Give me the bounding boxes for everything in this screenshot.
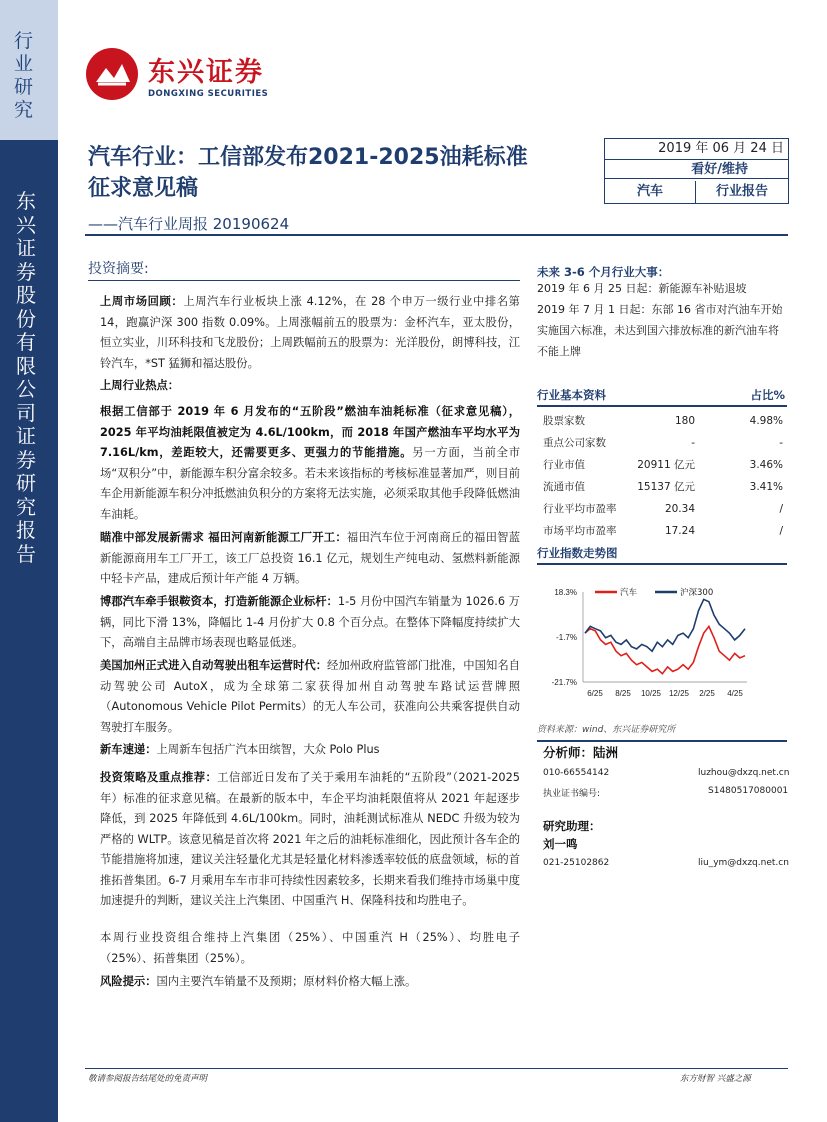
report-title: 汽车行业：工信部发布2021-2025油耗标准征求意见稿 [88,145,528,201]
table-row: 行业平均市盈率 20.34 / [543,503,783,515]
table-row: 股票家数 180 4.98% [543,415,783,427]
table-row: 行业市值 20911 亿元 3.46% [543,459,783,471]
abstract-paragraph: 上周市场回顾：上周汽车行业板块上涨 4.12%，在 28 个申万一级行业中排名第 14，跑赢沪深 300 指数 0.09%。上周涨幅前五的股票为：金杯汽车，亚太股份，恒立实业，川环科技和飞龙股份；上周跌幅前五的股票为：光洋股份，朗博科技，江铃汽车，*ST 猛狮和福达股份。 [100,295,520,370]
abstract-paragraph: 上周行业热点： [100,379,180,392]
event-item: 2019 年 6 月 25 日起：新能源车补贴退坡 [537,282,747,295]
report-date: 2019 年 06 月 24 日 [658,141,784,156]
sector-label: 汽车 [605,181,696,203]
report-type-label: 行业报告 [715,184,768,199]
basic-info-heading [537,387,787,407]
analyst-cert: S1480517080001 [708,786,789,796]
table-row: 流通市值 15137 亿元 3.41% [543,481,783,493]
analyst-name: 分析师：陆洲 [543,745,619,760]
company-logo [84,46,294,106]
y-tick-label: -1.7% [556,633,577,642]
assistant-phone: 021-25102862 [543,858,610,868]
assistant-label: 研究助理： [543,819,601,833]
pct-column-label: 占比% [750,388,785,402]
abstract-paragraph: 投资策略及重点推荐：工信部近日发布了关于乘用车油耗的“五阶段”（2021-2025 年）标准的征求意见稿。在最新的版本中，车企平均油耗限值将从 2021 年起逐步降低，到 2025 年降低到 4.6L/100km。同时，油耗测试标准从 NEDC 升级为较为严格的 WLTP。该意见稿是首次将 2021 年之后的油耗标准细化，因此预计各车企的节能措施将加速，建议关注轻量化尤其是轻量化材料渗透率较低的底盘领域，标的首推拓普集团。6-7 月乘用车车市非可持续性因素较多，长期来看我们维持市场巢中度加速提升的判断，建议关注上汽集团、中国重汽 H、保隆科技和均胜电子。 [100,771,520,907]
report-subtitle: ——汽车行业周报 20190624 [88,215,290,233]
x-tick-label: 10/25 [640,689,662,698]
analyst-cert-label: 执业证书编号: [543,789,601,799]
abstract-paragraph: 瞄准中部发展新需求 福田河南新能源工厂开工：福田汽车位于河南商丘的福田智蓝新能源商用车工厂开工，该工厂总投资 16.1 亿元，规划生产纯电动、氢燃料新能源中轻卡产品，建成后预计年产能 4 万辆。 [100,531,520,585]
table-row: 市场平均市盈率 17.24 / [543,525,783,537]
analyst-phone: 010-66554142 [543,768,610,778]
footer-disclaimer: 敬请参阅报告结尾处的免责声明 [88,1074,208,1084]
rating-badge: 看好/维持 [605,159,788,179]
x-tick-label: 2/25 [699,689,715,698]
series-line-auto [585,626,745,673]
abstract-paragraph: 新车速递：上周新车包括广汽本田缤智，大众 Polo Plus [100,743,380,756]
y-tick-label: 18.3% [554,588,577,597]
chart-source: 资料来源：wind、东兴证券研究所 [537,725,676,735]
assistant-email: liu_ym@dxzq.net.cn [698,858,789,868]
abstract-paragraph: 博郡汽车牵手银鞍资本，打造新能源企业标杆：1-5 月份中国汽车销量为 1026.6 万辆，同比下滑 13%，降幅比 1-4 月份扩大 0.8 个百分点。在整体下降幅度持续扩大下，高端自主品牌市场表现也略显低迷。 [100,595,520,649]
analyst-email: luzhou@dxzq.net.cn [698,768,790,778]
sidebar-category-band [0,0,58,140]
logo-name-cn: 东兴证券 [148,57,264,88]
abstract-paragraph: 风险提示：国内主要汽车销量不及预期；原材料价格大幅上涨。 [100,975,417,988]
event-item: 2019 年 7 月 1 日起：东部 16 省市对汽油车开始实施国六标准，未达到国六排放标准的新汽油车将不能上牌 [537,303,783,358]
assistant-name: 刘一鸣 [543,837,578,851]
sidebar-company-report: 东兴证券股份有限公司证券研究报告 [16,189,36,566]
abstract-heading: 投资摘要: [88,258,520,281]
legend-label: 沪深300 [680,588,714,598]
table-row: 重点公司家数 - - [543,437,783,449]
header-divider [85,234,788,236]
abstract-paragraph: 本周行业投资组合维持上汽集团（25%）、中国重汽 H（25%）、均胜电子（25%）、拓普集团（25%）。 [100,931,520,965]
sidebar-category: 行业研究 [14,30,34,121]
abstract-paragraph: 根据工信部于 2019 年 6 月发布的“五阶段”燃油车油耗标准（征求意见稿），2025 年平均油耗限值被定为 4.6L/100km，而 2018 年国产燃油车平均水平为 7.16L/km，差距较大，还需要更多、更强力的节能措施。另一方面，当前全市场“双积分”中，新能源车积分富余较多。若未来该指标的考核标准显著加严，则目前车企用新能源车积分冲抵燃油负积分的方案将无法实施，必须采取其他手段降低燃油车油耗。 [100,405,520,521]
x-tick-label: 12/25 [668,689,690,698]
x-tick-label: 8/25 [615,689,631,698]
logo-mark-icon [84,46,140,102]
basic-info-title: 行业基本资料 [537,388,606,402]
x-tick-label: 6/25 [587,689,603,698]
abstract-paragraph: 美国加州正式进入自动驾驶出租车运营时代：经加州政府监管部门批准，中国知名自动驾驶公司 AutoX，成为全球第二家获得加州自动驾驶车路试运营牌照（Autonomous Vehicle Pilot Permits）的无人车公司，获准向公共乘客提供自动驾驶打车服务。 [100,659,520,734]
legend-label: 汽车 [620,588,638,598]
footer-slogan: 东方财智 兴盛之源 [680,1074,751,1084]
x-tick-label: 4/25 [727,689,743,698]
logo-name-en: DONGXING SECURITIES [148,89,269,99]
report-meta-box [604,138,789,204]
events-heading: 未来 3-6 个月行业大事： [537,265,670,279]
index-trend-chart [537,570,787,720]
sidebar-company-band [0,140,58,1122]
chart-heading: 行业指数走势图 [537,545,787,565]
y-tick-label: -21.7% [551,678,577,687]
footer-divider [85,1068,788,1069]
